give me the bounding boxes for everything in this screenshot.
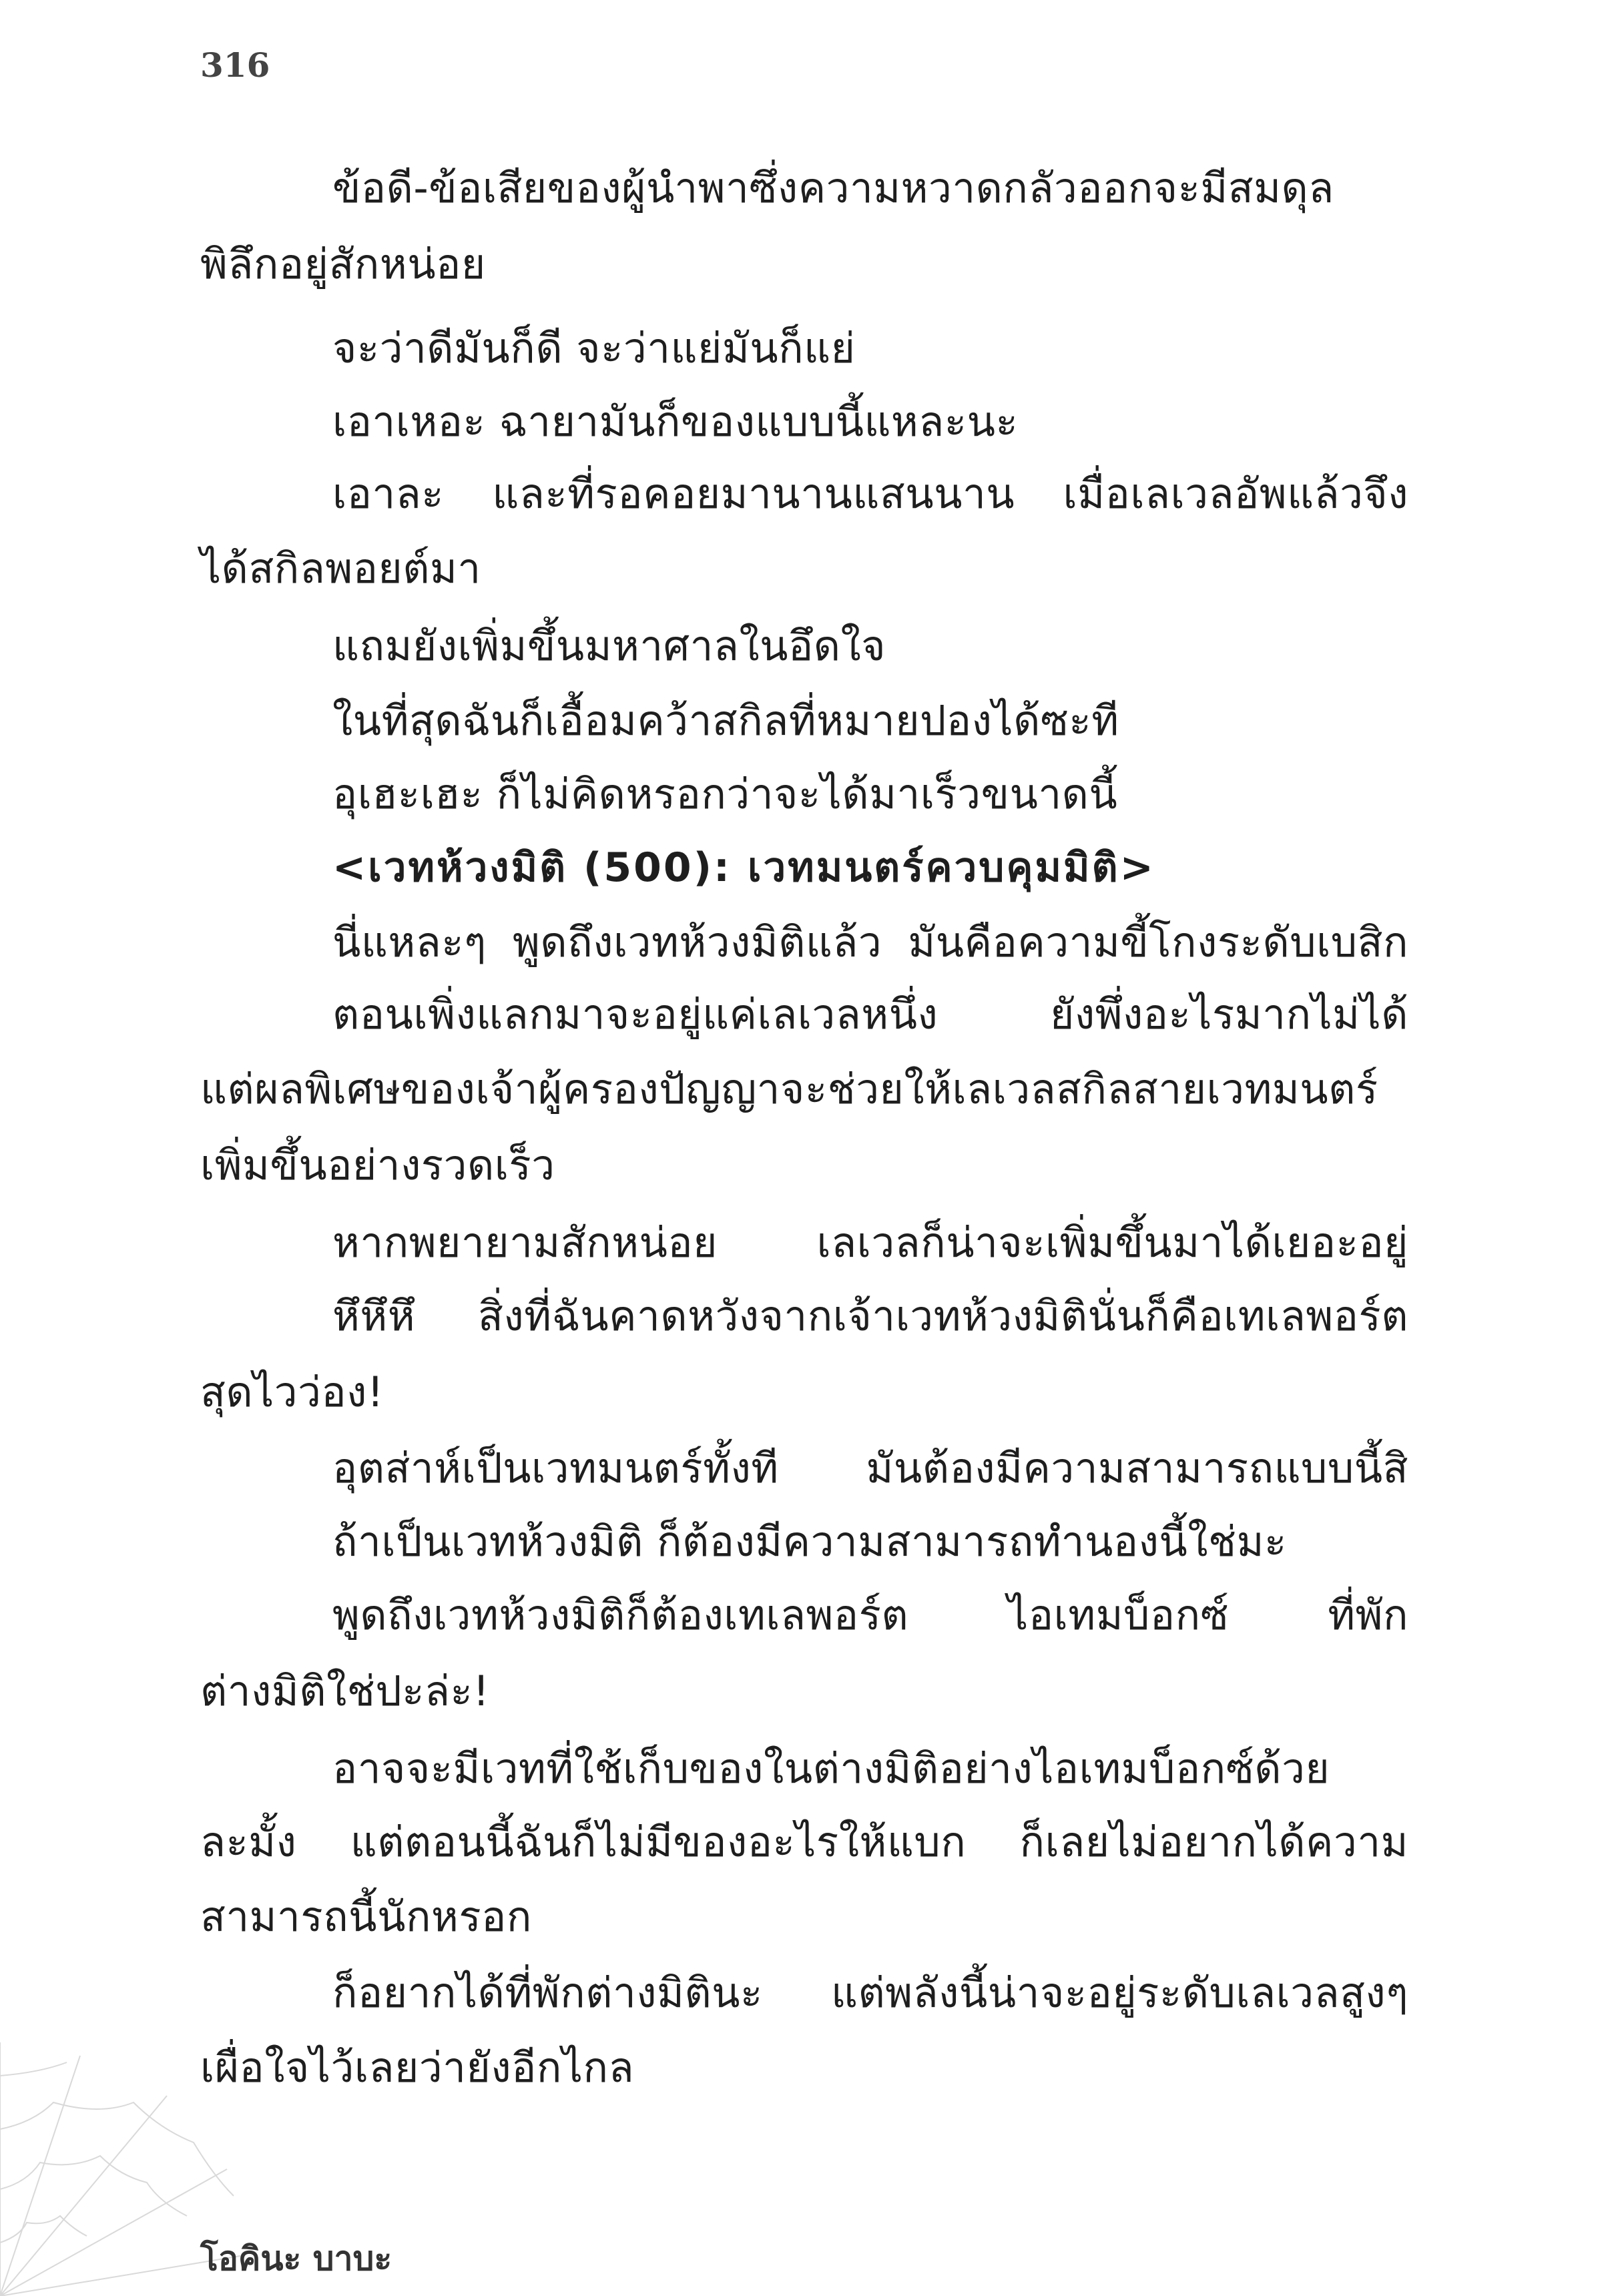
text-line: ถ้าเป็นเวทห้วงมิติ ก็ต้องมีความสามารถทำนองนี้ใช่มะ: [332, 1517, 1287, 1566]
text-line: ได้สกิลพอยต์มา: [200, 544, 481, 593]
text-line: สามารถนี้นักหรอก: [200, 1892, 532, 1941]
skill-heading: <เวทห้วงมิติ (500): เวทมนตร์ควบคุมมิติ>: [332, 844, 1155, 891]
text-line: แถมยังเพิ่มขึ้นมหาศาลในอึดใจ: [332, 621, 886, 670]
text-line: อาจจะมีเวทที่ใช้เก็บของในต่างมิติอย่างไอเทมบ็อกซ์ด้วย: [332, 1744, 1330, 1793]
text-line: ในที่สุดฉันก็เอื้อมคว้าสกิลที่หมายปองได้ซะที: [332, 696, 1119, 745]
text-line: นี่แหละๆ พูดถึงเวทห้วงมิติแล้ว มันคือความขี้โกงระดับเบสิก: [332, 918, 1408, 966]
text-line: สุดไวว่อง!: [200, 1368, 384, 1416]
text-line: หึหึหึ สิ่งที่ฉันคาดหวังจากเจ้าเวทห้วงมิตินั่นก็คือเทเลพอร์ต: [332, 1292, 1408, 1340]
text-line: ตอนเพิ่งแลกมาจะอยู่แค่เลเวลหนึ่ง ยังพึ่งอะไรมากไม่ได้: [332, 990, 1408, 1039]
text-line: ก็อยากได้ที่พักต่างมิตินะ แต่พลังนี้น่าจะอยู่ระดับเลเวลสูงๆ: [332, 1968, 1408, 2017]
text-line: จะว่าดีมันก็ดี จะว่าแย่มันก็แย่: [332, 324, 856, 372]
text-line: แต่ผลพิเศษของเจ้าผู้ครองปัญญาจะช่วยให้เลเวลสกิลสายเวทมนตร์: [200, 1065, 1378, 1113]
text-line: อุตส่าห์เป็นเวทมนตร์ทั้งที มันต้องมีความสามารถแบบนี้สิ: [332, 1444, 1408, 1492]
text-line: เอาเหอะ ฉายามันก็ของแบบนี้แหละนะ: [332, 397, 1019, 446]
text-line: พิลึกอยู่สักหน่อย: [200, 240, 486, 288]
text-line: ข้อดี-ข้อเสียของผู้นำพาซึ่งความหวาดกลัวออกจะมีสมดุล: [332, 164, 1334, 212]
author-name: โอคินะ บาบะ: [200, 2239, 392, 2278]
text-line: หากพยายามสักหน่อย เลเวลก็น่าจะเพิ่มขึ้นมาได้เยอะอยู่: [332, 1218, 1408, 1267]
page-number: 316: [200, 45, 270, 85]
text-line: เอาละ และที่รอคอยมานานแสนนาน เมื่อเลเวลอัพแล้วจึง: [332, 469, 1408, 518]
text-line: พูดถึงเวทห้วงมิติก็ต้องเทเลพอร์ต ไอเทมบ็อกซ์ ที่พัก: [332, 1591, 1408, 1639]
text-line: อุเฮะเฮะ ก็ไม่คิดหรอกว่าจะได้มาเร็วขนาดนี้: [332, 770, 1118, 818]
text-line: เพิ่มขึ้นอย่างรวดเร็ว: [200, 1141, 555, 1189]
text-line: เผื่อใจไว้เลยว่ายังอีกไกล: [200, 2043, 635, 2092]
text-line: ต่างมิติใช่ปะล่ะ!: [200, 1667, 490, 1715]
text-line: ละมั้ง แต่ตอนนี้ฉันก็ไม่มีของอะไรให้แบก ก็เลยไม่อยากได้ความ: [200, 1817, 1408, 1866]
